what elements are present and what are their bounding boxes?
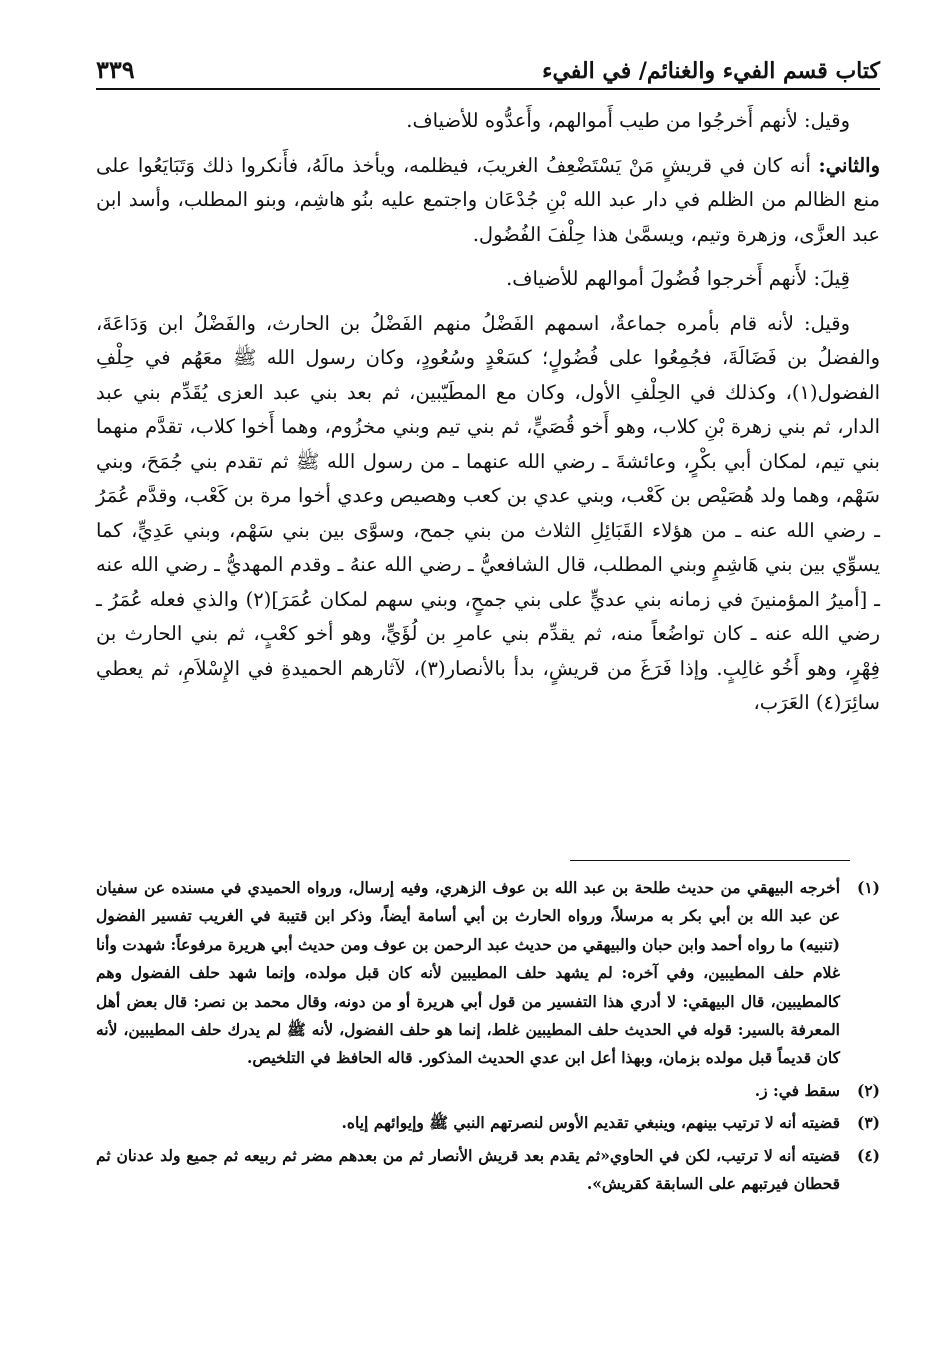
footnote-text: قضيته أنه لا ترتيب بينهم، وينبغي تقديم الأوس لنصرتهم النبي ﷺ وإيوائهم إياه. <box>341 1113 840 1133</box>
footnote-number: (٢) <box>856 1080 880 1100</box>
paragraph-4: وقيل: لأنه قام بأمره جماعةٌ، اسمهم الفَضْلُ منهم الفَضْلُ بن الحارث، والفَضْلُ ابن وَدَاعَةَ، والفضلُ بن فَضَالَةَ، فجُمِعُوا على فُضُولٍ؛ كسَعْدٍ وسُعُودٍ، وكان رسول الله ﷺ معَهُم في حِلْفِ الفضول(١)، وكذلك في الحِلْفِ الأول، وكان مع المطَيّبين، ثم بعد بني عبد العزى يُقَدِّم بني عبد الدار، ثم بني زهرة بْنِ كلاب، وهو أَخو قُصَيٍّ، ثم بني تيم وبني مخزُوم، وهما أَخوا كلاب، تقدَّم منهما بني تيم، لمكان أبي بكْرٍ، وعائشةَ ـ رضي الله عنهما ـ من رسول الله ﷺ ثم تقدم بني جُمَحَ، وبني سَهْم، وهما ولد هُصَيْص بن كَعْب، وبني عدي بن كعب وهصيص وعدي أخوا مرة بن كَعْب، وقدَّم عُمَرُ ـ رضي الله عنه ـ من هؤلاء القَبَائِلِ الثلاث من بني جمح، وسوَّى بين بني سَهْم، وبني عَدِيٍّ، كما يسوِّي بين بني هَاشِمٍ وبني المطلب، قال الشافعيُّ ـ رضي الله عنهُ ـ وقدم المهديُّ ـ رضي الله عنه ـ [أميرُ المؤمنينَ في زمانه بني عديٍّ على بني جمحٍ، وبني سهم لمكان عُمَرَ](٢) والذي فعله عُمَرُ ـ رضي الله عنه ـ كان تواضُعاً منه، ثم يقدِّم بني عامرِ بن لُؤَيٍّ، وهو أخو كعْبٍ، ثم بني الحارث بن فِهْرٍ، وهو أَخُو غالِبٍ. وإذا فَرَغَ من قريشٍ، بدأ بالأنصار(٣)، لآثارهم الحميدةِ في الإِسْلاَمِ، ثم يعطي سائِرَ(٤) العَرَب، <box>96 311 880 714</box>
footnote-text: أخرجه البيهقي من حديث طلحة بن عبد الله بن عوف الزهري، وفيه إرسال، ورواه الحميدي في مسنده عن سفيان عن عبد الله بن أبي بكر به مرسلاً، ورواه الحارث بن أبي أسامة أيضاً، وذكر ابن قتيبة في الغريب تفسير الفضول (تنبيه) ما رواه أحمد وابن حبان والبيهقي من حديث عبد الرحمن بن عوف ومن حديث أبي هريرة مرفوعاً: شهدت وأنا غلام حلف المطيبين، وفي آخره: لم يشهد حلف المطيبين لأنه كان قبل مولده، وإنما شهد حلف الفضول وهم كالمطيبين، قال البيهقي: لا أدري هذا التفسير من قول أبي هريرة أو من دونه، وقال محمد بن نصر: قال بعض أهل المعرفة بالسير: قوله في الحديث حلف المطيبين غلط، إنما هو حلف الفضول، لأنه ﷺ لم يدرك حلف المطيبين، لأنه كان قديماً قبل مولده بزمان، وبهذا أعل ابن عدي الحديث المذكور. قاله الحافظ في التلخيص. <box>96 878 840 1068</box>
footnote-3 <box>96 1109 880 1137</box>
paragraph-2-label: والثاني: <box>818 153 881 177</box>
page-number: ٣٣٩ <box>96 55 135 84</box>
chapter-title: كتاب قسم الفيء والغنائم/ في الفيء <box>542 58 880 84</box>
footnote-text: قضيته أنه لا ترتيب، لكن في الحاوي«ثم يقدم بعد قريش الأنصار ثم من بعدهم مضر ثم ربيعه ثم جميع ولد عدنان ثم قحطان فيرتبهم على السابقة كقريش». <box>96 1145 840 1194</box>
footnotes <box>96 874 880 1202</box>
paragraph-3: قِيلَ: لأَنهم أَخرجوا فُضُولَ أموالهم للأضياف. <box>506 267 850 290</box>
paragraph-2 <box>96 149 880 253</box>
footnote-2 <box>96 1077 880 1105</box>
main-text <box>96 104 880 731</box>
footnote-number: (٣) <box>856 1113 880 1133</box>
footnote-number: (١) <box>856 878 880 897</box>
paragraph-2-text: أنه كان في قريشٍ مَنْ يَسْتَضْعِفُ الغريبَ، فيظلمه، ويأخذ مالَهُ، فأَنكروا ذلك وَتَبَايَعُوا على منع الظالم من الظلم في دار عبد الله بْنِ جُدْعَان واجتمع عليه بنُو هاشِم، وبنو المطلب، وأسد ابن عبد العزَّى، وزهرة وتيم، ويسمَّىٰ هذا حِلْفَ الفُضُول. <box>96 153 880 246</box>
paragraph-1: وقيل: لأنهم أَخرجُوا من طيب أَموالهم، وأَعدُّوه للأضياف. <box>406 109 850 132</box>
running-header <box>96 44 880 90</box>
footnote-number: (٤) <box>856 1145 880 1165</box>
footnote-separator <box>570 860 850 861</box>
footnote-text: سقط في: ز. <box>754 1080 840 1100</box>
footnote-1 <box>96 874 880 1073</box>
footnote-4 <box>96 1142 880 1199</box>
